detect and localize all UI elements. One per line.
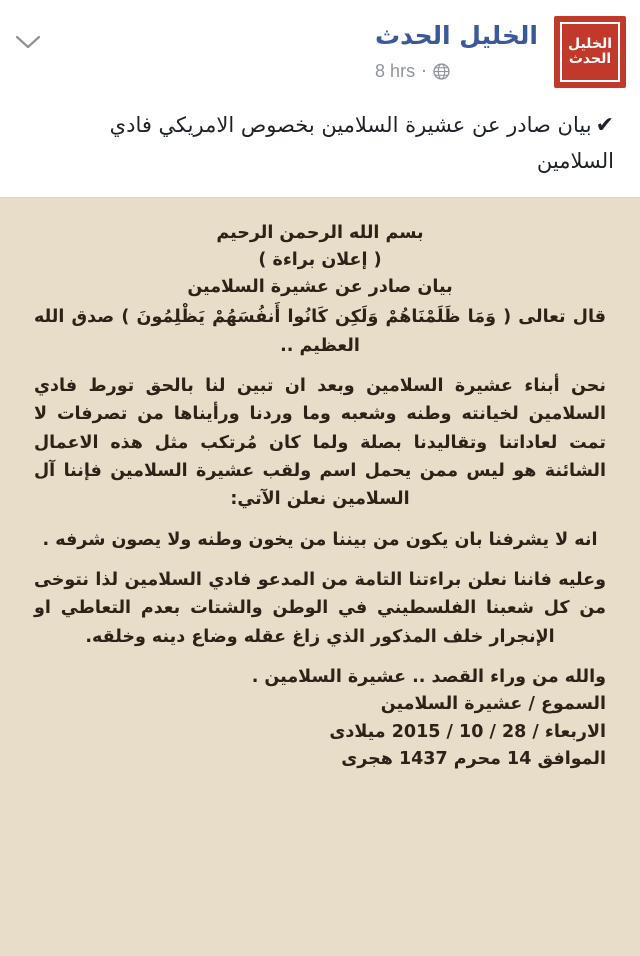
- post-message: [0, 94, 640, 197]
- post-header: [0, 0, 640, 94]
- doc-spacer-3: [34, 554, 606, 564]
- avatar-logo-line-2: الحدث: [568, 51, 612, 67]
- doc-line-title: ( إعلان براءة ): [258, 250, 382, 271]
- doc-signature-1: السموع / عشيرة السلامين: [380, 694, 606, 715]
- post-meta: [375, 61, 538, 82]
- avatar[interactable]: [554, 16, 626, 88]
- doc-signature-3: الموافق 14 محرم 1437 هجرى: [341, 748, 606, 769]
- doc-line-subtitle: بيان صادر عن عشيرة السلامين: [187, 277, 453, 298]
- doc-signature-2: الاربعاء / 28 / 10 / 2015 ميلادى: [329, 721, 606, 742]
- doc-spacer-1: [34, 360, 606, 370]
- doc-line-quran: قال تعالى ( وَمَا ظَلَمْنَاهُمْ وَلَكِن كَانُوا أَنفُسَهُمْ يَظْلِمُونَ ) صدق الله العظيم ..: [34, 307, 606, 356]
- doc-paragraph-4: والله من وراء القصد .. عشيرة السلامين .: [251, 667, 606, 688]
- page-name[interactable]: الخليل الحدث: [375, 21, 538, 50]
- doc-paragraph-1: نحن أبناء عشيرة السلامين وبعد ان تبين لنا بالحق تورط فادي السلامين لخيانته وطنه وشعبه وما وردنا ورأيناها من تصرفات لا تمت لعاداتنا وتقاليدنا بصلة ولما كان مُرتكب مثل هذه الاعمال الشائنة هو ليس ممن يحمل اسم ولقب عشيرة السلامين فإننا آل السلامين نعلن الآتي:: [34, 376, 606, 510]
- doc-paragraph-2: انه لا يشرفنا بان يكون من بيننا من يخون وطنه ولا يصون شرفه .: [42, 529, 598, 550]
- post-timestamp[interactable]: 8 hrs: [375, 61, 416, 82]
- avatar-logo: [560, 22, 620, 82]
- post-message-text: بيان صادر عن عشيرة السلامين بخصوص الامريكي فادي السلامين: [109, 113, 614, 174]
- attached-statement-image[interactable]: [0, 197, 640, 956]
- doc-line-basmala: بسم الله الرحمن الرحيم: [216, 222, 424, 243]
- doc-spacer-2: [34, 514, 606, 524]
- globe-icon: [433, 63, 450, 80]
- post-header-text: [375, 16, 538, 82]
- meta-separator: ·: [421, 60, 427, 82]
- chevron-down-icon[interactable]: [14, 28, 42, 56]
- doc-paragraph-3: وعليه فاننا نعلن براءتنا التامة من المدعو فادي السلامين لذا نتوخى من كل شعبنا الفلسطيني في الوطن والشتات بعدم التعاطي او الإنجرار خلف المذكور الذي زاغ عقله وضاع دينه وخلقه.: [34, 570, 606, 647]
- check-icon: ✔: [595, 113, 614, 138]
- avatar-logo-line-1: الخليل: [567, 36, 613, 53]
- doc-spacer-4: [34, 651, 606, 661]
